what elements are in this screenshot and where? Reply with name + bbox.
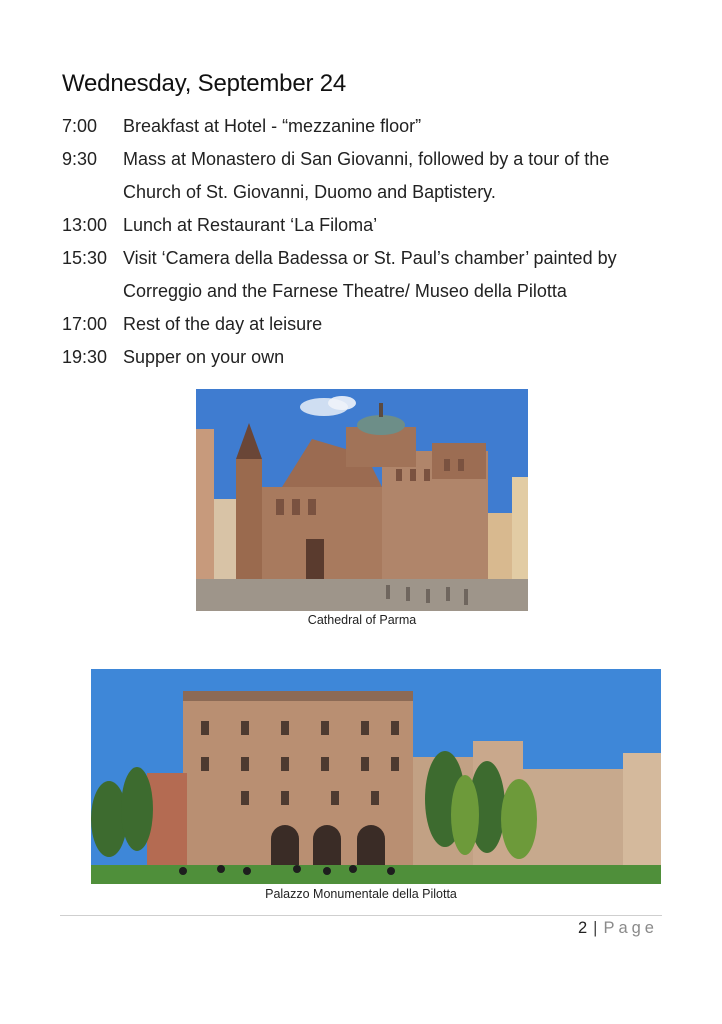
schedule-time: 7:00 [62, 116, 98, 136]
footer-divider [60, 915, 662, 916]
schedule-time: 19:30 [62, 347, 108, 367]
schedule-list [62, 110, 662, 374]
schedule-time: 13:00 [62, 215, 108, 235]
cathedral-caption: Cathedral of Parma [307, 613, 417, 627]
page-separator: | [593, 919, 598, 937]
schedule-item [62, 209, 662, 242]
page-number: 2 [577, 919, 588, 937]
schedule-time: 15:30 [62, 248, 108, 268]
schedule-activity: Rest of the day at leisure [123, 314, 323, 334]
pilotta-photo [91, 669, 661, 884]
page-label: Page [603, 919, 658, 937]
schedule-time: 9:30 [62, 149, 98, 169]
page-footer [578, 919, 658, 938]
schedule-activity: Mass at Monastero di San Giovanni, followed by a tour of the Church of St. Giovanni, Duomo and Baptistery. [123, 149, 610, 202]
schedule-activity: Breakfast at Hotel - “mezzanine floor” [123, 116, 422, 136]
schedule-item [62, 143, 662, 209]
day-heading: Wednesday, September 24 [62, 70, 347, 97]
schedule-activity: Supper on your own [123, 347, 285, 367]
schedule-time: 17:00 [62, 314, 108, 334]
schedule-activity: Lunch at Restaurant ‘La Filoma’ [123, 215, 378, 235]
cathedral-photo [196, 389, 528, 611]
pilotta-caption: Palazzo Monumentale della Pilotta [265, 887, 457, 901]
schedule-activity: Visit ‘Camera della Badessa or St. Paul’s chamber’ painted by Correggio and the Farnese Theatre/ Museo della Pilotta [123, 248, 617, 301]
schedule-item [62, 110, 662, 143]
schedule-item [62, 341, 662, 374]
schedule-item [62, 242, 662, 308]
schedule-item [62, 308, 662, 341]
